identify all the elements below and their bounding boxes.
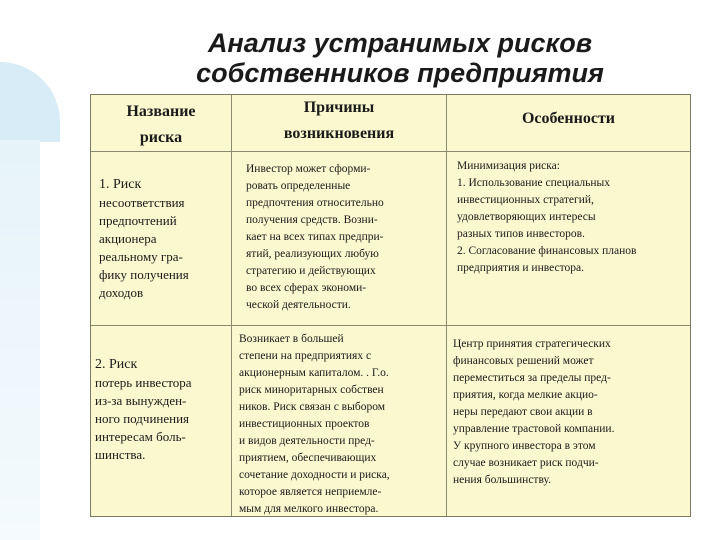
- row-1-causes: Инвестор может сформи- ровать определенные предпочтения относительно получения средств. Возни- кает на всех типах предпри- ятий, реализующих любую стратегию и действующих во всех сферах экономи- ческой деятельности.: [246, 163, 384, 311]
- row-2-causes: Возникает в большей степени на предприятиях с акционерным капиталом. . Г.о. риск миноритарных собствен ников. Риск связан с выбором инвестиционных проектов и видов деятельности пред- приятием, обеспечивающих сочетание доходности и риска, которое является неприемле- мым для мелкого инвестора.: [239, 333, 390, 515]
- header-risk-name: Название риска: [126, 103, 196, 146]
- slide-title-line-2: собственников предприятия: [196, 58, 604, 88]
- header-causes: Причины возникновения: [283, 99, 395, 142]
- decorative-side-band: [0, 140, 40, 540]
- header-divider: [91, 151, 690, 152]
- row-2-risk-number: 2. Риск: [95, 357, 138, 372]
- risk-analysis-table: [90, 94, 691, 517]
- row-2-features: Центр принятия стратегических финансовых решений может переместиться за пределы пред- приятия, когда мелкие акцио- неры передают свои акции в управление трастовой компании. У крупного инвестора в этом случае возникает риск подчи- нения большинству.: [453, 338, 615, 486]
- slide-title-line-1: Анализ устранимых рисков: [207, 28, 593, 58]
- header-features: Особенности: [521, 110, 616, 127]
- row-2-risk-name: [95, 337, 229, 482]
- row-1-risk-description: несоответствия предпочтений акционера реальному гра- фику получения доходов: [99, 195, 189, 300]
- row-divider: [91, 325, 690, 326]
- row-1-features: Минимизация риска: 1. Использование специальных инвестиционных стратегий, удовлетворяющих интересы разных типов инвесторов. 2. Согласование финансовых планов предприятия и инвестора.: [457, 160, 637, 274]
- row-1-risk-number: 1. Риск: [99, 177, 142, 192]
- decorative-corner-shape: [0, 62, 60, 142]
- row-2-risk-description: потерь инвестора из-за вынужден- ного подчинения интересам боль- шинства.: [95, 375, 192, 462]
- column-divider-2: [446, 95, 447, 516]
- column-divider-1: [231, 95, 232, 516]
- slide-title: [120, 28, 680, 88]
- row-1-risk-name: [99, 157, 229, 320]
